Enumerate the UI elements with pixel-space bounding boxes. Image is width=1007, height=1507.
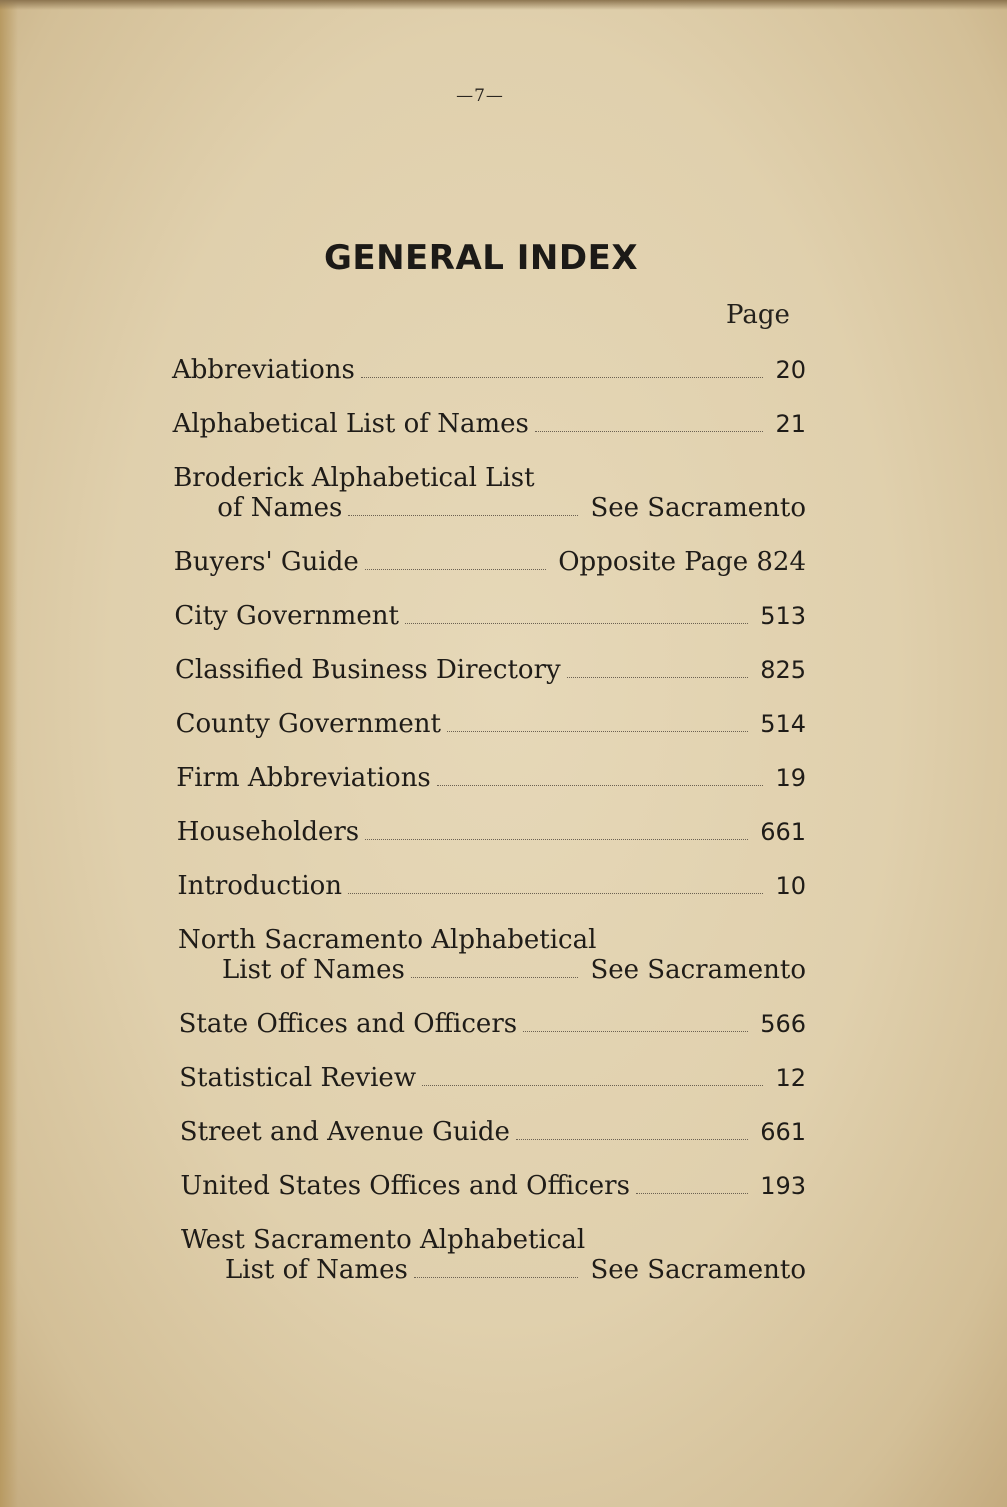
index-entry — [180, 1171, 806, 1201]
index-entry-line — [175, 655, 806, 685]
index-entry-label: United States Offices and Officers — [180, 1171, 630, 1201]
index-entry-label: Introduction — [177, 871, 343, 901]
index-entry-label-continued: of Names — [217, 493, 343, 523]
index-entry-label: Classified Business Directory — [175, 655, 561, 685]
index-entry-label: Firm Abbreviations — [176, 763, 431, 793]
index-entry-line — [172, 355, 806, 385]
dot-leader — [348, 893, 763, 894]
index-entry-line — [180, 1117, 806, 1147]
index-entry-line — [181, 1225, 806, 1255]
dot-leader — [414, 1277, 579, 1278]
index-entry-line — [177, 817, 806, 847]
index-entry — [179, 1009, 806, 1039]
index-entry-label: Householders — [176, 817, 360, 847]
index-entry — [173, 463, 806, 523]
index-entry-page-ref: 514 — [760, 710, 806, 738]
dot-leader — [636, 1193, 748, 1194]
dot-leader — [437, 785, 764, 786]
page-number: —7— — [456, 86, 504, 106]
index-entry-page-ref: 566 — [760, 1010, 806, 1038]
index-entry-label: Broderick Alphabetical List — [173, 463, 535, 493]
index-entry — [177, 871, 806, 901]
index-entry-line — [180, 1171, 806, 1201]
dot-leader — [365, 569, 546, 570]
index-entry-page-ref: See Sacramento — [590, 1255, 806, 1285]
index-entry-line — [178, 955, 806, 985]
index-entry-label: Abbreviations — [172, 355, 355, 385]
dot-leader — [516, 1139, 748, 1140]
dot-leader — [405, 623, 748, 624]
index-entry-line — [177, 871, 806, 901]
dot-leader — [447, 731, 748, 732]
index-entry-page-ref: 10 — [775, 872, 806, 900]
index-entry-line — [174, 547, 806, 577]
page-column-header: Page — [726, 300, 790, 330]
index-entry-line — [178, 925, 806, 955]
index-entry — [172, 355, 806, 385]
index-entry-page-ref: 661 — [760, 818, 806, 846]
index-entry — [179, 1063, 806, 1093]
index-entry — [177, 817, 806, 847]
index-entry-label: West Sacramento Alphabetical — [181, 1225, 586, 1255]
index-entry-line — [176, 763, 806, 793]
dot-leader — [567, 677, 748, 678]
index-entry — [176, 763, 806, 793]
index-entry-label: State Offices and Officers — [178, 1009, 518, 1039]
index-entry-line — [173, 493, 806, 523]
index-entry-label: Buyers' Guide — [173, 547, 359, 577]
dot-leader — [535, 431, 764, 432]
index-entry-line — [173, 409, 806, 439]
index-entries — [172, 355, 806, 1309]
index-entry-page-ref: See Sacramento — [590, 955, 806, 985]
dot-leader — [348, 515, 578, 516]
index-entry-page-ref: 193 — [760, 1172, 806, 1200]
dot-leader — [365, 839, 748, 840]
page-top-shadow — [0, 0, 1007, 10]
index-entry-line — [179, 1009, 806, 1039]
index-entry-label: North Sacramento Alphabetical — [178, 925, 597, 955]
index-entry-page-ref: 661 — [760, 1118, 806, 1146]
dot-leader — [523, 1031, 748, 1032]
index-entry-page-ref: 19 — [775, 764, 806, 792]
index-entry-label: Street and Avenue Guide — [179, 1117, 510, 1147]
index-entry-label-continued: List of Names — [222, 955, 405, 985]
index-entry-line — [173, 463, 806, 493]
dot-leader — [422, 1085, 763, 1086]
index-entry-page-ref: 21 — [775, 410, 806, 438]
index-entry-line — [179, 1063, 806, 1093]
index-entry — [174, 547, 806, 577]
index-entry-label-continued: List of Names — [225, 1255, 408, 1285]
dot-leader — [411, 977, 579, 978]
dot-leader — [361, 377, 764, 378]
index-entry-line — [181, 1255, 806, 1285]
index-entry-line — [176, 709, 806, 739]
index-entry-label: City Government — [174, 601, 399, 631]
index-entry-page-ref: Opposite Page 824 — [558, 547, 806, 577]
index-entry — [176, 709, 806, 739]
index-entry — [175, 655, 806, 685]
index-entry — [173, 409, 806, 439]
index-entry — [181, 1225, 806, 1285]
page-edge-shadow — [0, 0, 18, 1507]
index-entry-page-ref: 513 — [760, 602, 806, 630]
index-entry-page-ref: 12 — [775, 1064, 806, 1092]
index-entry-label: Statistical Review — [179, 1063, 417, 1093]
page-title: GENERAL INDEX — [323, 238, 639, 278]
index-entry-line — [174, 601, 806, 631]
index-entry-page-ref: 825 — [760, 656, 806, 684]
index-entry-page-ref: 20 — [775, 356, 806, 384]
index-entry-page-ref: See Sacramento — [590, 493, 806, 523]
index-entry-label: County Government — [175, 709, 441, 739]
index-entry — [180, 1117, 806, 1147]
index-entry — [178, 925, 806, 985]
index-entry — [174, 601, 806, 631]
index-entry-label: Alphabetical List of Names — [172, 409, 529, 439]
